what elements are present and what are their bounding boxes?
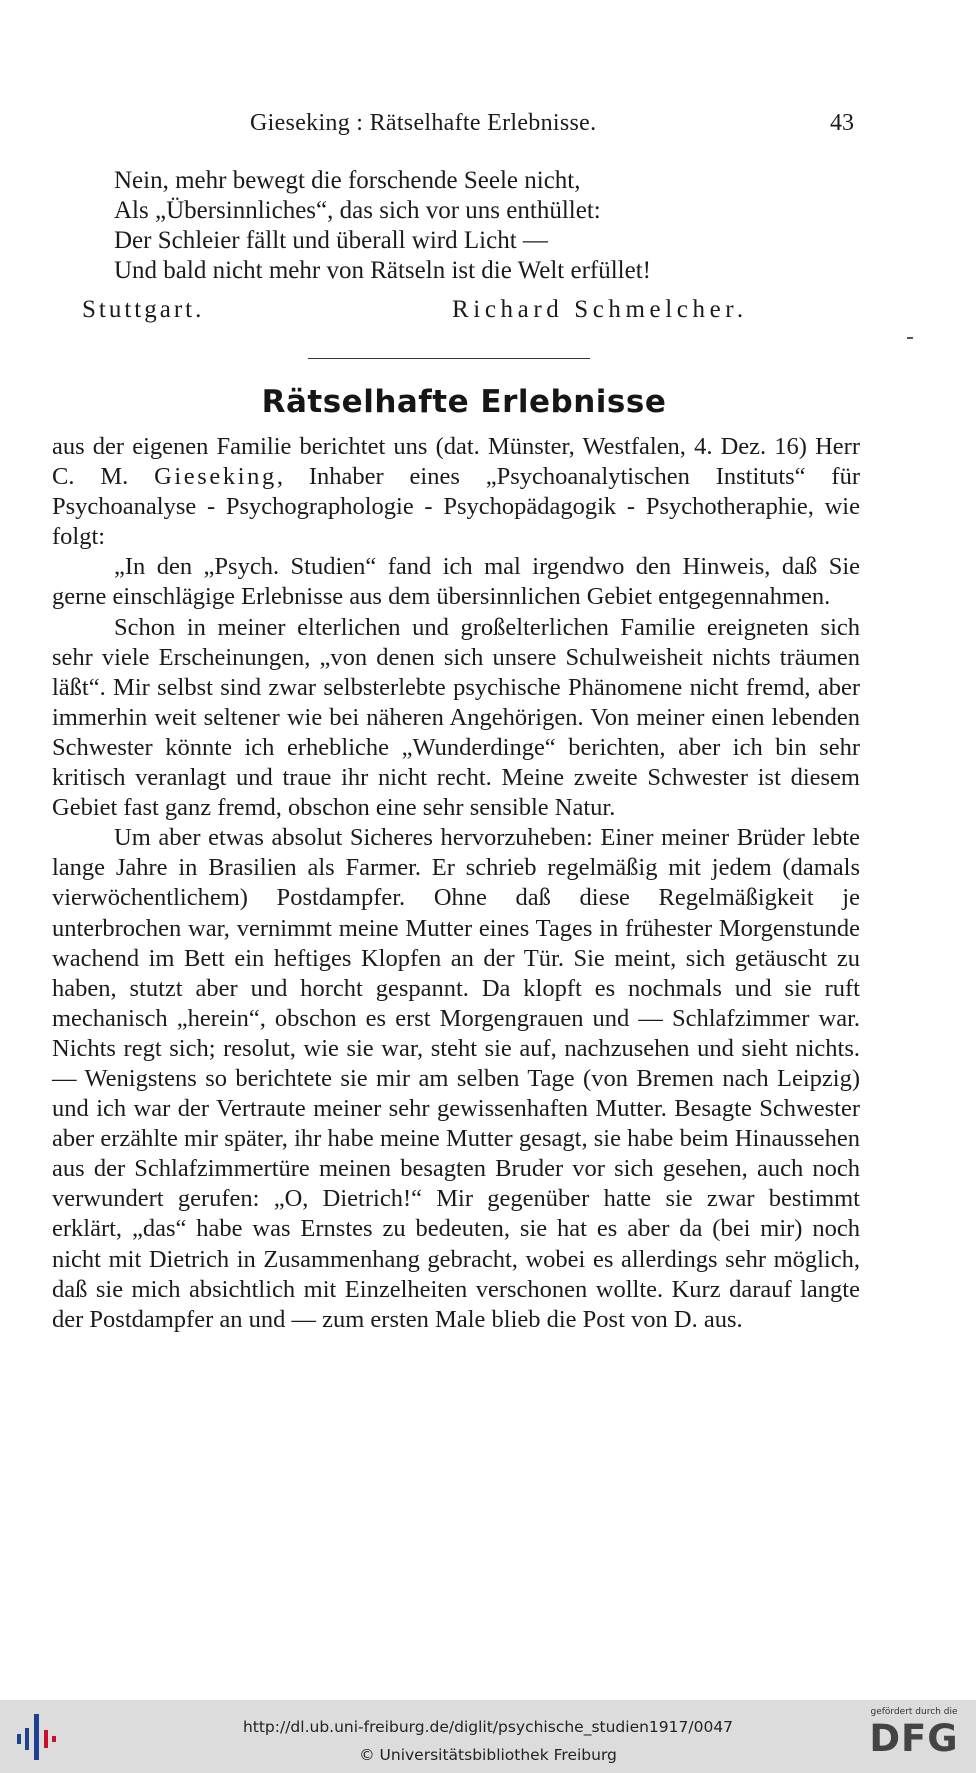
article-heading-text: Rätselhafte Erlebnisse (261, 384, 667, 420)
poem-line: Der Schleier fällt und überall wird Licht — (114, 227, 548, 254)
running-head (250, 110, 870, 144)
scan-mark (907, 337, 913, 339)
article-intro (52, 432, 860, 552)
poem-line: Nein, mehr bewegt die forschende Seele nicht, (114, 167, 581, 194)
poem-line: Und bald nicht mehr von Rätseln ist die Welt erfüllet! (114, 257, 651, 284)
sponsor-caption: gefördert durch die (870, 1707, 958, 1717)
intro-before: aus der eigenen Familie berichtet uns (dat. Münster, Westfalen, 4. Dez. 16) Herr C. M. (52, 433, 860, 491)
page-number: 43 (830, 110, 854, 136)
poem (114, 166, 874, 286)
running-head-title: Gieseking : Rätselhafte Erlebnisse. (250, 110, 597, 136)
article-heading (0, 384, 976, 420)
article-paragraph: Schon in meiner elterlichen und großelterlichen Familie ereigneten sich sehr viele Erscheinungen, „von denen sich unsere Schulweisheit nichts träumen läßt“. Mir selbst sind zwar selbsterlebte psychische Phänomene nicht fremd, aber immerhin weit seltener wie bei näheren Angehörigen. Von meiner einen lebenden Schwester könnte ich erhebliche „Wunderdinge“ berichten, aber ich bin sehr kritisch veranlagt und traue ihr nicht recht. Meine zweite Schwester ist diesem Gebiet fast ganz fremd, obschon eine sehr sensible Natur. (52, 613, 860, 822)
poem-place: Stuttgart. (82, 296, 205, 323)
article-paragraph: „In den „Psych. Studien“ fand ich mal irgendwo den Hinweis, daß Sie gerne einschlägige Erlebnisse aus dem übersinnlichen Gebiet entgegennahmen. (52, 553, 860, 611)
intro-after: , Inhaber eines „Psychoanalytischen Instituts“ für Psychoanalyse - Psychographologie - Psychopädagogik - Psychotheraphie, wie folgt: (52, 463, 860, 551)
footer-copyright: © Universitätsbibliothek Freiburg (359, 1746, 617, 1764)
dfg-logo-icon (858, 1706, 970, 1768)
article-body (52, 432, 860, 1335)
intro-name: Gieseking (154, 463, 277, 491)
article-paragraph: Um aber etwas absolut Sicheres hervorzuheben: Einer meiner Brüder lebte lange Jahre in Brasilien als Farmer. Er schrieb regelmäßig mit jedem (damals vierwöchentlichem) Postdampfer. Ohne daß diese Regelmäßigkeit je unterbrochen war, vernimmt meine Mutter eines Tages in frühester Morgenstunde wachend im Bett ein heftiges Klopfen an der Tür. Sie meint, sich getäuscht zu haben, stutzt aber und horcht gespannt. Da klopft es nochmals und sie ruft mechanisch „herein“, obschon es erst Morgengrauen und — Schlafzimmer war. Nichts regt sich; resolut, wie sie war, steht sie auf, nachzusehen und sieht nichts. — Wenigstens so berichtete sie mir am selben Tage (von Bremen nach Leipzig) und ich war der Vertraute meiner sehr gewissenhaften Mutter. Besagte Schwester aber erzählte mir später, ihr habe meine Mutter gesagt, sie habe beim Hinaussehen aus der Schlafzimmertüre meinen besagten Bruder vor sich gesehen, auch noch verwundert gerufen: „O, Dietrich!“ Mir gegenüber hatte sie zwar bestimmt erklärt, „das“ habe was Ernstes zu bedeuten, sie hat es aber da (bei mir) noch nicht mit Dietrich in Zusammenhang gebracht, wobei es allerdings sehr möglich, daß sie mich absichtlich mit Einzelheiten verschonen wollte. Kurz darauf langte der Postdampfer an und — zum ersten Male blieb die Post von D. aus. (52, 824, 860, 1333)
section-divider (308, 358, 590, 359)
poem-line: Als „Übersinnliches“, das sich vor uns enthüllet: (114, 197, 601, 224)
sponsor-logo-text: DFG (869, 1717, 959, 1760)
poem-author: Richard Schmelcher. (452, 296, 748, 323)
footer-url-link[interactable]: http://dl.ub.uni-freiburg.de/diglit/psychische_studien1917/0047 (242, 1718, 734, 1736)
